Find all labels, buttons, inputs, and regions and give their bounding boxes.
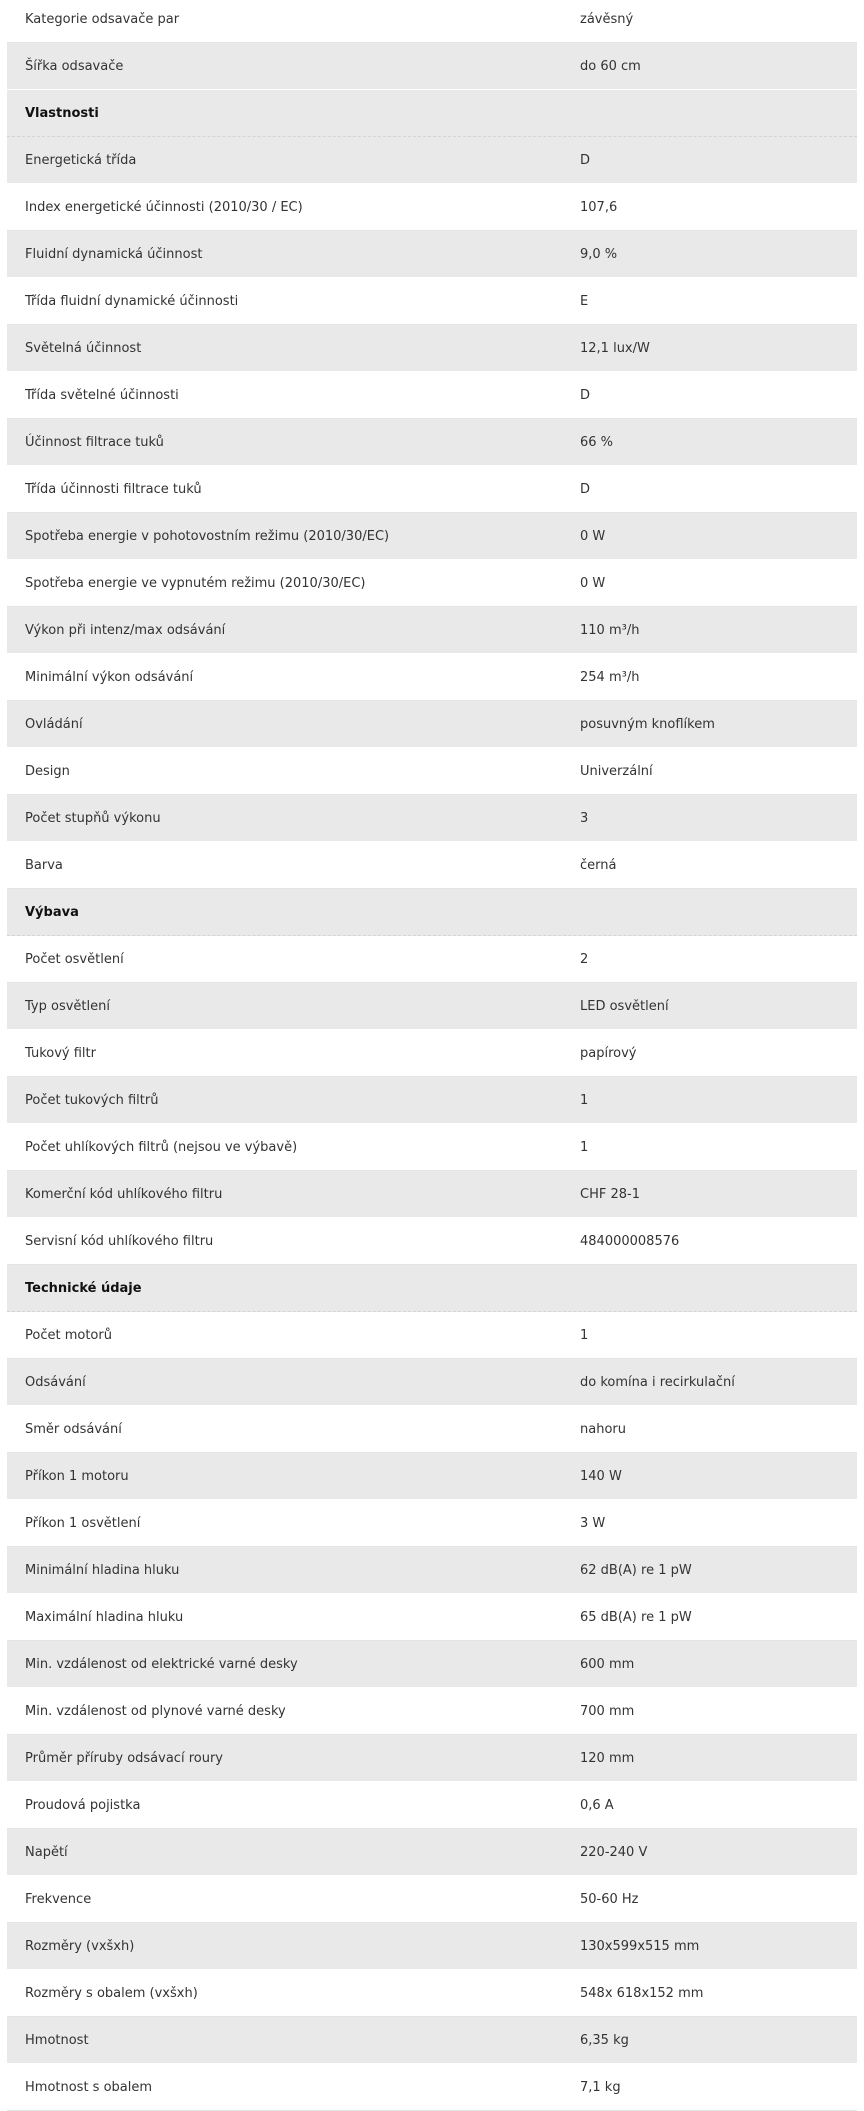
spec-label: Odsávání (25, 1374, 86, 1390)
table-row (7, 1970, 857, 2017)
table-row (7, 1218, 857, 1265)
spec-value: 7,1 kg (580, 2079, 621, 2095)
spec-label: Barva (25, 857, 63, 873)
spec-label: Počet osvětlení (25, 951, 124, 967)
table-row (7, 466, 857, 513)
table-row (7, 795, 857, 842)
table-row (7, 325, 857, 372)
spec-label: Proudová pojistka (25, 1797, 141, 1813)
table-row (7, 2017, 857, 2064)
section-title: Vlastnosti (25, 105, 99, 121)
table-row (7, 0, 857, 43)
table-row (7, 1500, 857, 1547)
table-row (7, 2064, 857, 2111)
section-header-row (7, 889, 857, 936)
spec-label: Spotřeba energie ve vypnutém režimu (2010/30/EC) (25, 575, 366, 591)
spec-value: 6,35 kg (580, 2032, 629, 2048)
table-row (7, 1077, 857, 1124)
spec-value: 140 W (580, 1468, 622, 1484)
spec-label: Kategorie odsavače par (25, 11, 180, 27)
spec-label: Příkon 1 osvětlení (25, 1515, 141, 1531)
table-row (7, 1594, 857, 1641)
spec-label: Hmotnost (25, 2032, 89, 2048)
table-row (7, 184, 857, 231)
spec-value: posuvným knoflíkem (580, 716, 715, 732)
table-row (7, 1312, 857, 1359)
spec-label: Výkon při intenz/max odsávání (25, 622, 226, 638)
spec-label: Třída světelné účinnosti (25, 387, 179, 403)
spec-value: 2 (580, 951, 589, 967)
spec-value: 0 W (580, 528, 606, 544)
spec-value: do komína i recirkulační (580, 1374, 735, 1390)
spec-label: Komerční kód uhlíkového filtru (25, 1186, 223, 1202)
spec-label: Spotřeba energie v pohotovostním režimu (2010/30/EC) (25, 528, 390, 544)
spec-label: Účinnost filtrace tuků (25, 434, 164, 450)
spec-label: Průměr příruby odsávací roury (25, 1750, 223, 1766)
spec-value: 548x 618x152 mm (580, 1985, 704, 2001)
section-title: Technické údaje (25, 1280, 142, 1296)
spec-label: Min. vzdálenost od plynové varné desky (25, 1703, 286, 1719)
table-row (7, 1030, 857, 1077)
spec-value: 3 (580, 810, 589, 826)
table-row (7, 1406, 857, 1453)
spec-label: Ovládání (25, 716, 83, 732)
spec-value: 120 mm (580, 1750, 635, 1766)
spec-label: Servisní kód uhlíkového filtru (25, 1233, 214, 1249)
spec-label: Šířka odsavače (25, 58, 124, 74)
spec-value: do 60 cm (580, 58, 641, 74)
table-row (7, 1359, 857, 1406)
spec-value: 66 % (580, 434, 614, 450)
spec-value: černá (580, 857, 617, 873)
table-row (7, 1923, 857, 1970)
spec-value: 9,0 % (580, 246, 618, 262)
spec-label: Index energetické účinnosti (2010/30 / EC) (25, 199, 303, 215)
spec-label: Počet uhlíkových filtrů (nejsou ve výbavě) (25, 1139, 298, 1155)
table-row (7, 372, 857, 419)
spec-value: 110 m³/h (580, 622, 640, 638)
table-row (7, 278, 857, 325)
table-row (7, 1735, 857, 1782)
spec-label: Min. vzdálenost od elektrické varné desky (25, 1656, 298, 1672)
spec-value: D (580, 481, 591, 497)
spec-label: Počet tukových filtrů (25, 1092, 159, 1108)
table-row (7, 748, 857, 795)
spec-label: Příkon 1 motoru (25, 1468, 129, 1484)
table-row (7, 842, 857, 889)
spec-value: nahoru (580, 1421, 626, 1437)
spec-value: 1 (580, 1139, 589, 1155)
spec-value: 12,1 lux/W (580, 340, 650, 356)
table-row (7, 419, 857, 466)
spec-label: Tukový filtr (25, 1045, 96, 1061)
spec-label: Typ osvětlení (25, 998, 110, 1014)
table-row (7, 654, 857, 701)
spec-label: Třída fluidní dynamické účinnosti (25, 293, 239, 309)
spec-value: papírový (580, 1045, 637, 1061)
table-row (7, 1876, 857, 1923)
spec-value: D (580, 152, 591, 168)
section-header-row (7, 90, 857, 137)
section-header-row (7, 1265, 857, 1312)
spec-label: Design (25, 763, 70, 779)
spec-table (7, 0, 857, 2111)
table-row (7, 1688, 857, 1735)
spec-label: Napětí (25, 1844, 68, 1860)
spec-label: Třída účinnosti filtrace tuků (25, 481, 202, 497)
spec-value: 484000008576 (580, 1233, 680, 1249)
spec-label: Počet motorů (25, 1327, 112, 1343)
table-row (7, 936, 857, 983)
table-row (7, 1453, 857, 1500)
spec-label: Frekvence (25, 1891, 92, 1907)
spec-value: 0 W (580, 575, 606, 591)
table-row (7, 983, 857, 1030)
spec-label: Světelná účinnost (25, 340, 142, 356)
table-row (7, 1124, 857, 1171)
spec-value: E (580, 293, 589, 309)
spec-value: 62 dB(A) re 1 pW (580, 1562, 692, 1578)
table-row (7, 560, 857, 607)
spec-label: Minimální výkon odsávání (25, 669, 194, 685)
table-row (7, 1782, 857, 1829)
spec-value: 107,6 (580, 199, 618, 215)
table-row (7, 513, 857, 560)
spec-label: Rozměry s obalem (vxšxh) (25, 1985, 198, 2001)
spec-value: 0,6 A (580, 1797, 614, 1813)
spec-value: závěsný (580, 11, 634, 27)
spec-label: Rozměry (vxšxh) (25, 1938, 135, 1954)
spec-label: Minimální hladina hluku (25, 1562, 180, 1578)
table-row (7, 1641, 857, 1688)
spec-value: 50-60 Hz (580, 1891, 639, 1907)
spec-value: 3 W (580, 1515, 606, 1531)
table-row (7, 607, 857, 654)
spec-value: 65 dB(A) re 1 pW (580, 1609, 692, 1625)
spec-value: 1 (580, 1327, 589, 1343)
spec-label: Maximální hladina hluku (25, 1609, 184, 1625)
spec-value: D (580, 387, 591, 403)
spec-value: Univerzální (580, 763, 653, 779)
spec-value: 600 mm (580, 1656, 635, 1672)
table-row (7, 1171, 857, 1218)
table-row (7, 137, 857, 184)
spec-label: Směr odsávání (25, 1421, 122, 1437)
table-row (7, 231, 857, 278)
table-row (7, 1547, 857, 1594)
spec-label: Fluidní dynamická účinnost (25, 246, 203, 262)
spec-value: CHF 28-1 (580, 1186, 640, 1202)
spec-label: Energetická třída (25, 152, 137, 168)
section-title: Výbava (25, 904, 79, 920)
spec-label: Hmotnost s obalem (25, 2079, 153, 2095)
spec-value: 700 mm (580, 1703, 635, 1719)
spec-value: 1 (580, 1092, 589, 1108)
table-row (7, 701, 857, 748)
spec-value: LED osvětlení (580, 998, 669, 1014)
spec-value: 220-240 V (580, 1844, 648, 1860)
spec-value: 130x599x515 mm (580, 1938, 700, 1954)
table-row (7, 1829, 857, 1876)
spec-value: 254 m³/h (580, 669, 640, 685)
spec-label: Počet stupňů výkonu (25, 810, 161, 826)
table-row (7, 43, 857, 90)
